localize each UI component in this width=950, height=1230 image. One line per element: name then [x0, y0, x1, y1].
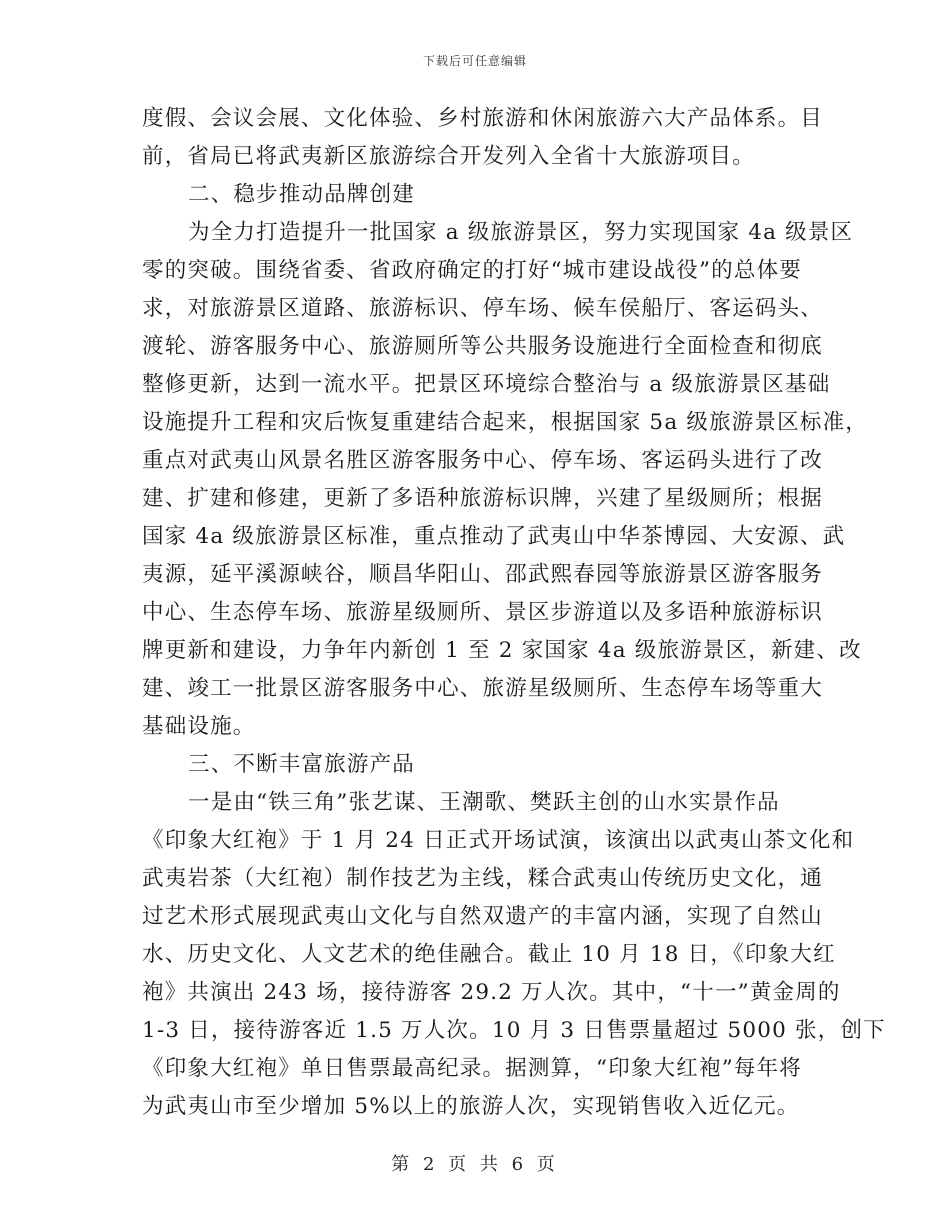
- body-line-2: 前，省局已将武夷新区旅游综合开发列入全省十大旅游项目。: [142, 144, 755, 169]
- body-line-6: 求，对旅游景区道路、旅游标识、停车场、候车侯船厅、客运码头、: [142, 296, 824, 321]
- body-line-17: 基础设施。: [142, 714, 256, 739]
- body-line-27: 为武夷山市至少增加 5%以上的旅游人次，实现销售收入近亿元。: [142, 1094, 800, 1119]
- page-header-note: 下载后可任意编辑: [422, 54, 527, 68]
- body-line-10: 重点对武夷山风景名胜区游客服务中心、停车场、客运码头进行了改: [142, 448, 824, 473]
- body-line-8: 整修更新，达到一流水平。把景区环境综合整治与 a 级旅游景区基础: [142, 372, 831, 397]
- body-line-23: 水、历史文化、人文艺术的绝佳融合。截止 10 月 18 日，《印象大红: [142, 942, 836, 967]
- body-line-21: 武夷岩茶（大红袍）制作技艺为主线，糅合武夷山传统历史文化，通: [142, 866, 824, 891]
- body-line-4: 为全力打造提升一批国家 a 级旅游景区，努力实现国家 4a 级景区: [188, 220, 854, 245]
- body-line-12: 国家 4a 级旅游景区标准，重点推动了武夷山中华茶博园、大安源、武: [142, 524, 846, 549]
- body-line-22: 过艺术形式展现武夷山文化与自然双遗产的丰富内涵，实现了自然山: [142, 904, 824, 929]
- body-line-7: 渡轮、游客服务中心、旅游厕所等公共服务设施进行全面检查和彻底: [142, 334, 824, 359]
- body-line-19: 一是由“铁三角”张艺谋、王潮歌、樊跃主创的山水实景作品: [188, 790, 780, 815]
- body-line-1: 度假、会议会展、文化体验、乡村旅游和休闲旅游六大产品体系。目: [142, 106, 824, 131]
- body-line-9: 设施提升工程和灾后恢复重建结合起来，根据国家 5a 级旅游景区标准，: [142, 410, 868, 435]
- body-line-14: 中心、生态停车场、旅游星级厕所、景区步游道以及多语种旅游标识: [142, 600, 824, 625]
- page-number: 第 2 页 共 6 页: [391, 1154, 559, 1175]
- body-line-26: 《印象大红袍》单日售票最高纪录。据测算，“印象大红袍”每年将: [142, 1056, 802, 1081]
- body-line-11: 建、扩建和修建，更新了多语种旅游标识牌，兴建了星级厕所；根据: [142, 486, 824, 511]
- document-body: [142, 100, 886, 1126]
- body-line-25: 1-3 日，接待游客近 1.5 万人次。10 月 3 日售票量超过 5000 张，创下: [142, 1018, 886, 1043]
- body-line-16: 建、竣工一批景区游客服务中心、旅游星级厕所、生态停车场等重大: [142, 676, 824, 701]
- body-line-20: 《印象大红袍》于 1 月 24 日正式开场试演，该演出以武夷山茶文化和: [142, 828, 855, 853]
- body-line-5: 零的突破。围绕省委、省政府确定的打好“城市建设战役”的总体要: [142, 258, 802, 283]
- body-line-24: 袍》共演出 243 场，接待游客 29.2 万人次。其中，“十一”黄金周的: [142, 980, 841, 1005]
- body-line-13: 夷源，延平溪源峡谷，顺昌华阳山、邵武熙春园等旅游景区游客服务: [142, 562, 824, 587]
- section-heading-3: 三、不断丰富旅游产品: [188, 752, 416, 777]
- body-line-15: 牌更新和建设，力争年内新创 1 至 2 家国家 4a 级旅游景区，新建、改: [142, 638, 862, 663]
- section-heading-2: 二、稳步推动品牌创建: [188, 182, 416, 207]
